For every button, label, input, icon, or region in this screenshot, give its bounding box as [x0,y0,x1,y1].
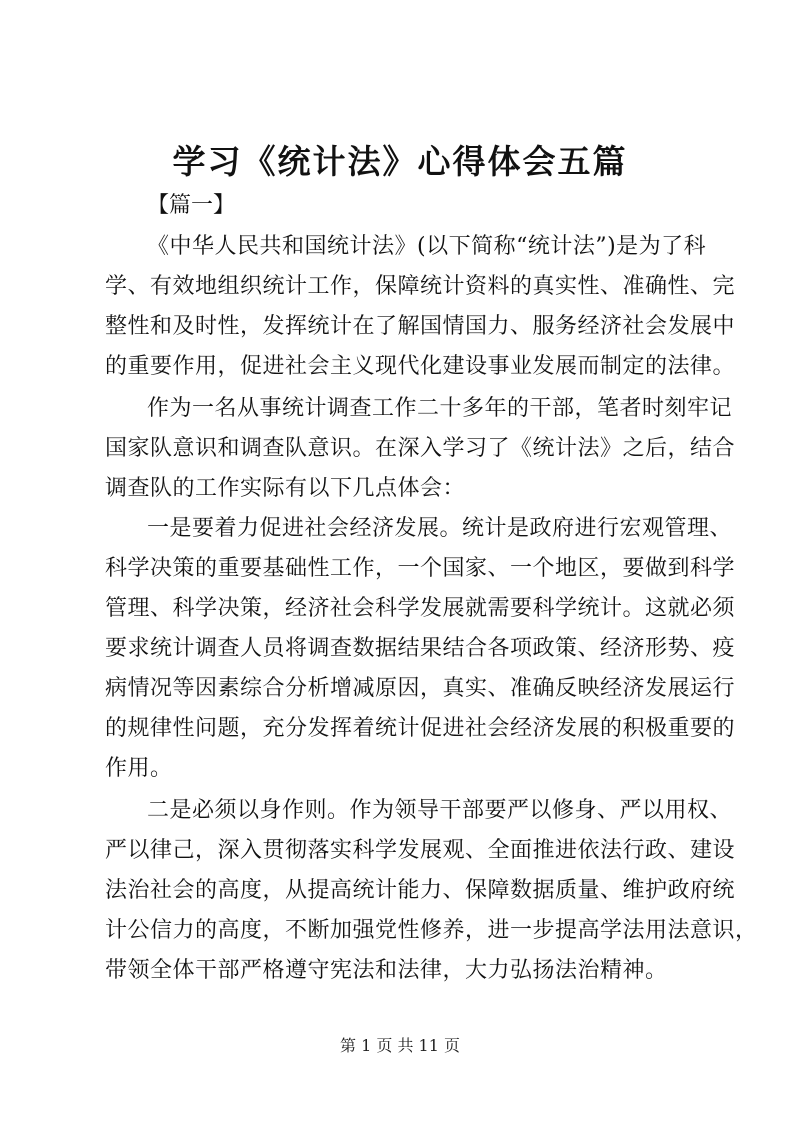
paragraph-line: 学、有效地组织统计工作，保障统计资料的真实性、准确性、完 [105,274,736,299]
paragraph-line: 作用。 [105,756,173,781]
paragraph-line: 一是要着力促进社会经济发展。统计是政府进行宏观管理、 [147,516,733,541]
section-label: 【篇一】 [147,193,236,218]
paragraph-line: 法治社会的高度，从提高统计能力、保障数据质量、维护政府统 [105,878,736,903]
paragraph-line: 《中华人民共和国统计法》(以下简称“统计法”)是为了科 [147,234,707,259]
paragraph-line: 的规律性问题，充分发挥着统计促进社会经济发展的积极重要的 [105,716,736,741]
paragraph-line: 严以律己，深入贯彻落实科学发展观、全面推进依法行政、建设 [105,838,736,863]
paragraph-line: 调查队的工作实际有以下几点体会： [105,476,466,501]
paragraph-line: 病情况等因素综合分析增减原因，真实、准确反映经济发展运行 [105,676,736,701]
paragraph-line: 带领全体干部严格遵守宪法和法律，大力弘扬法治精神。 [105,958,668,983]
paragraph-line: 要求统计调查人员将调查数据结果结合各项政策、经济形势、疫 [105,636,736,661]
paragraph-line: 二是必须以身作则。作为领导干部要严以修身、严以用权、 [147,798,733,823]
paragraph-line: 科学决策的重要基础性工作，一个国家、一个地区，要做到科学 [105,556,736,581]
paragraph-line: 整性和及时性，发挥统计在了解国情国力、服务经济社会发展中 [105,314,736,339]
paragraph-line: 的重要作用，促进社会主义现代化建设事业发展而制定的法律。 [105,354,736,379]
page-title: 学习《统计法》心得体会五篇 [172,142,628,181]
paragraph-line: 作为一名从事统计调查工作二十多年的干部，笔者时刻牢记 [147,396,733,421]
page-number-footer: 第 1 页 共 11 页 [340,1036,460,1055]
paragraph-line: 管理、科学决策，经济社会科学发展就需要科学统计。这就必须 [105,596,736,621]
paragraph-line: 国家队意识和调查队意识。在深入学习了《统计法》之后，结合 [105,436,736,461]
paragraph-line: 计公信力的高度，不断加强党性修养，进一步提高学法用法意识， [105,918,758,943]
